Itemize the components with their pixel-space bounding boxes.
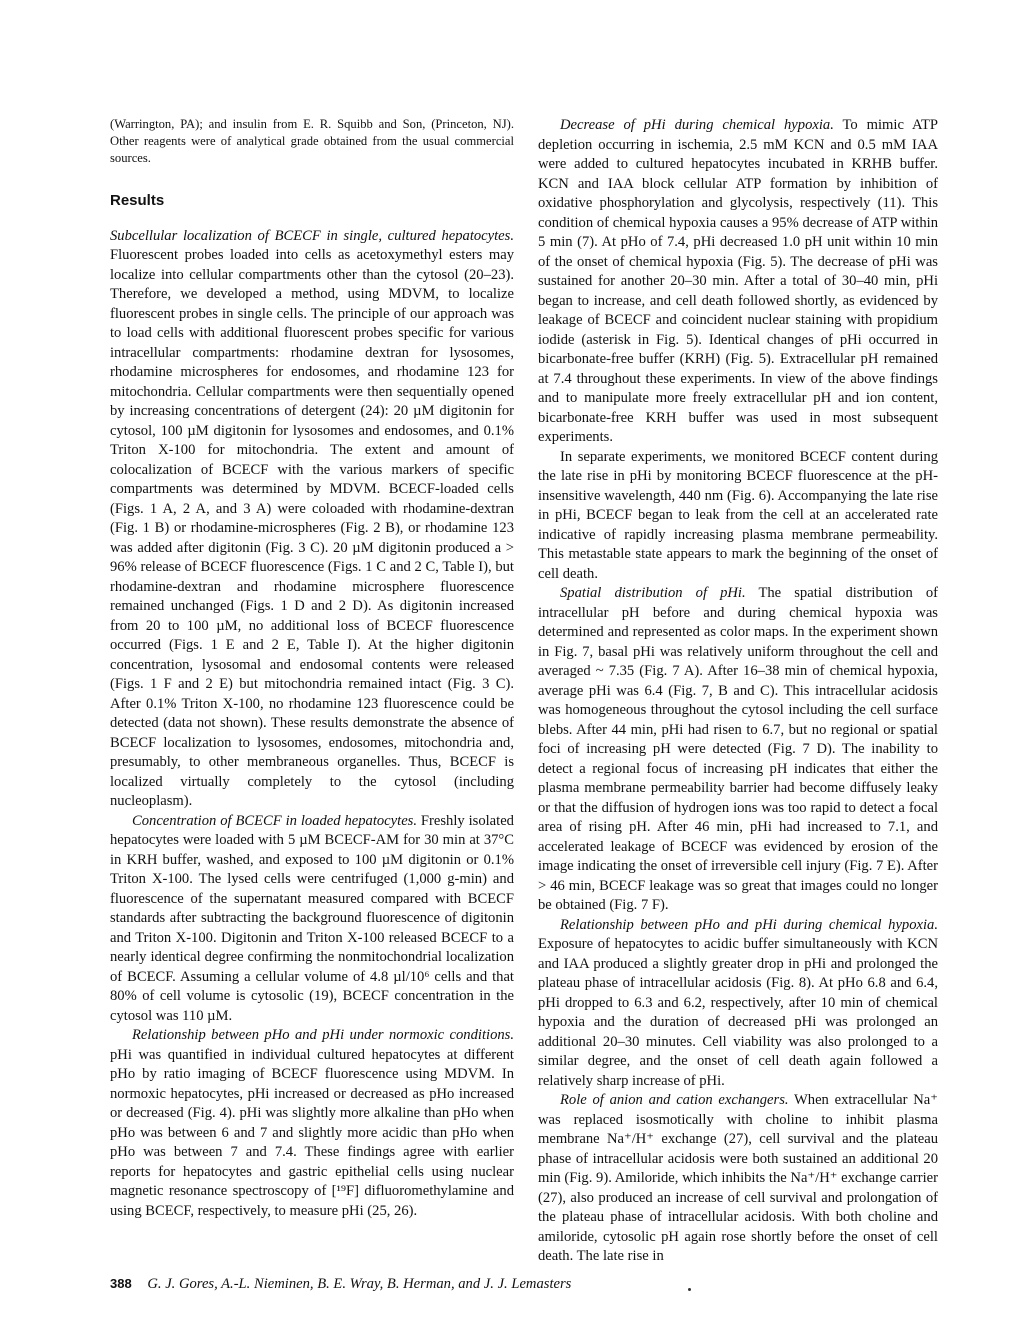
paragraph-normoxic-ph bbox=[110, 1026, 514, 1221]
paragraph-title: Relationship between pHo and pHi during chemical hypoxia. bbox=[560, 916, 938, 933]
paragraph-title: Spatial distribution of pHi. bbox=[560, 585, 746, 601]
left-column bbox=[110, 116, 514, 1221]
paragraph-subcellular-localization bbox=[110, 227, 514, 812]
paragraph-bcecf-concentration bbox=[110, 812, 514, 1027]
intro-text: (Warrington, PA); and insulin from E. R. Squibb and Son, (Princeton, NJ). Other reagents were of analytical grade obtained from the usual commercial sources. bbox=[110, 117, 514, 165]
paragraph-spatial-distribution bbox=[538, 584, 938, 916]
stray-mark bbox=[688, 1288, 691, 1291]
paragraph-title: Relationship between pHo and pHi under normoxic conditions. bbox=[132, 1027, 514, 1043]
paragraph-separate-experiments: In separate experiments, we monitored BCECF content during the late rise in pHi by monitoring BCECF fluorescence at the pH-insensitive wavelength, 440 nm (Fig. 6). Accompanying the late rise in pHi, BCECF began to leak from the cell at an accelerated rate indicative of rapidly increasing plasma membrane permeability. This metastable state appears to mark the beginning of the onset of cell death. bbox=[538, 448, 938, 582]
paragraph-body: Fluorescent probes loaded into cells as acetoxymethyl esters may localize into cellular compartments other than the cytosol (20–23). Therefore, we developed a method, using MDVM, to localize fluorescent probes in single cells. The principle of our approach was to load cells with additional fluorescent probes specific for various intracellular compartments: rhodamine dextran for lysosomes, rhodamine microspheres for endosomes, and rhodamine 123 for mitochondria. Cellular compartments were then sequentially opened by increasing concentrations of detergent (24): 20 µM digitonin for cytosol, 100 µM digitonin for lysosomes and endosomes, and 0.1% Triton X-100 for mitochondria. The extent and amount of colocalization of BCECF with the various markers of specific compartments was determined by MDVM. BCECF-loaded cells (Figs. 1 A, 2 A, and 3 A) were coloaded with rhodamine-dextran (Fig. 1 B) or rhodamine-microspheres (Fig. 2 B), or rhodamine 123 was added after digitonin (Fig. 3 C). 20 µM digitonin produced a > 96% release of BCECF fluorescence (Figs. 1 C and 2 C, Table I), but rhodamine-dextran and rhodamine microsphere fluorescence remained unchanged (Figs. 1 D and 2 D). As digitonin increased from 20 to 100 µM, no additional loss of BCECF fluorescence occurred (Figs. 1 E and 2 E, Table I). At the higher digitonin concentration, lysosomal and endosomal contents were released (Figs. 1 F and 2 E) but mitochondria remained intact (Fig. 3 C). After 0.1% Triton X-100, no rhodamine 123 fluorescence could be detected (data not shown). These results demonstrate the absence of BCECF localization to lysosomes, endosomes, mitochondria and, presumably, to other membraneous organelles. Thus, BCECF is localized virtually completely to the cytosol (including nucleoplasm). bbox=[110, 247, 514, 809]
page-number: 388 bbox=[110, 1276, 132, 1291]
paragraph-chemical-hypoxia bbox=[538, 116, 938, 448]
paragraph-body: pHi was quantified in individual cultured hepatocytes at different pHo by ratio imaging of BCECF fluorescence using MDVM. In normoxic hepatocytes, pHi increased or decreased as pHo increased or decreased (Fig. 4). pHi was slightly more alkaline than pHo when pHo was between 6 and 7 and slightly more acidic than pHo when pHo was between 7 and 7.4. These findings agree with earlier reports for hepatocytes and gastric epithelial cells using nuclear magnetic resonance spectroscopy of [¹⁹F] difluoromethylamine and using BCECF, respectively, to measure pHi (25, 26). bbox=[110, 1046, 514, 1219]
paragraph-title: Concentration of BCECF in loaded hepatocytes. bbox=[132, 812, 417, 829]
section-heading-results: Results bbox=[110, 192, 165, 209]
paragraph-title: Role of anion and cation exchangers. bbox=[560, 1092, 789, 1108]
paragraph-body: Exposure of hepatocytes to acidic buffer simultaneously with KCN and IAA produced a slightly greater drop in pHi and prolonged the plateau phase of intracellular acidosis (Fig. 8). At pHo 6.8 and 6.4, pHi dropped to 6.3 and 6.2, respectively, after 10 min of chemical hypoxia and the duration of decreased pHi was prolonged an additional 20–30 minutes. Cell viability was also prolonged to a similar degree, and the onset of cell death again followed a relatively sharp increase of pHi. bbox=[538, 936, 938, 1089]
paragraph-exchangers bbox=[538, 1091, 938, 1267]
paragraph-body: To mimic ATP depletion occurring in ischemia, 2.5 mM KCN and 0.5 mM IAA were added to cultured hepatocytes incubated in KRHB buffer. KCN and IAA block cellular ATP formation by inhibition of oxidative phosphorylation and glycolysis, respectively (11). This condition of chemical hypoxia causes a 95% decrease of ATP within 5 min (7). At pHo of 7.4, pHi decreased 1.0 pH unit within 10 min of the onset of chemical hypoxia (Fig. 5). The decrease of pHi was sustained for another 20–30 min. After a total of 30–40 min, pHi began to increase, and cell death followed shortly, as evidenced by leakage of BCECF and coincident nuclear staining with propidium iodide (asterisk in Fig. 5). Identical changes of pHi occurred in bicarbonate-free buffer (KRH) (Fig. 5). Extracellular pH remained at 7.4 throughout these experiments. In view of the above findings and to manipulate more freely extracellular pH and ion content, bicarbonate-free KRH buffer was used in most subsequent experiments. bbox=[538, 117, 938, 445]
paragraph-pho-phi-hypoxia bbox=[538, 916, 938, 1092]
page-footer bbox=[110, 1276, 571, 1293]
paragraph-body: The spatial distribution of intracellular pH before and during chemical hypoxia was determined and represented as color maps. In the experiment shown in Fig. 7, basal pHi was relatively uniform throughout the cell and averaged ~ 7.35 (Fig. 7 A). After 16–38 min of chemical hypoxia, average pHi was 6.4 (Fig. 7, B and C). This intracellular acidosis was homogeneous throughout the cytosol including the cell surface blebs. After 44 min, pHi had risen to 6.7, but no regional or spatial foci of increasing pH were detected (Fig. 7 D). The inability to detect a regional focus of increasing pH indicates that either the plasma membrane permeability barrier had become diffusely leaky or that the diffusion of hydrogen ions was too rapid to detect a focal area of rising pH. After 46 min, pHi had increased to 7.1, and accelerated leakage of BCECF was evidenced by erosion of the image indicating the onset of irreversible cell injury (Fig. 7 E). After > 46 min, BCECF leakage was so great that images could no longer be obtained (Fig. 7 F). bbox=[538, 585, 938, 913]
paragraph-title: Subcellular localization of BCECF in single, cultured hepatocytes. bbox=[110, 227, 514, 244]
running-authors: G. J. Gores, A.-L. Nieminen, B. E. Wray, B. Herman, and J. J. Lemasters bbox=[147, 1276, 572, 1292]
paragraph-body: Freshly isolated hepatocytes were loaded with 5 µM BCECF-AM for 30 min at 37°C in KRH buffer, washed, and exposed to 100 µM digitonin or 0.1% Triton X-100. The lysed cells were centrifuged (1,000 g-min) and fluorescence of the supernatant measured compared with BCECF standards after subtracting the background fluorescence of digitonin and Triton X-100. Digitonin and Triton X-100 released BCECF to a nearly identical degree confirming the nonmitochondrial localization of BCECF. Assuming a cellular volume of 4.8 µl/10⁶ cells and that 80% of cell volume is cytosolic (19), BCECF concentration in the cytosol was 110 µM. bbox=[110, 812, 514, 1024]
paragraph-title: Decrease of pHi during chemical hypoxia. bbox=[560, 117, 834, 133]
paragraph-body: When extracellular Na⁺ was replaced isosmotically with choline to inhibit plasma membrane Na⁺/H⁺ exchange (27), cell survival and the plateau phase of intracellular acidosis were both sustained an additional 20 min (Fig. 9). Amiloride, which inhibits the Na⁺/H⁺ exchange carrier (27), also produced an increase of cell survival and prolongation of the plateau phase of intracellular acidosis. With both choline and amiloride, cytosolic pH again rose shortly before the onset of cell death. The late rise in bbox=[538, 1092, 938, 1264]
right-column bbox=[538, 116, 938, 1267]
